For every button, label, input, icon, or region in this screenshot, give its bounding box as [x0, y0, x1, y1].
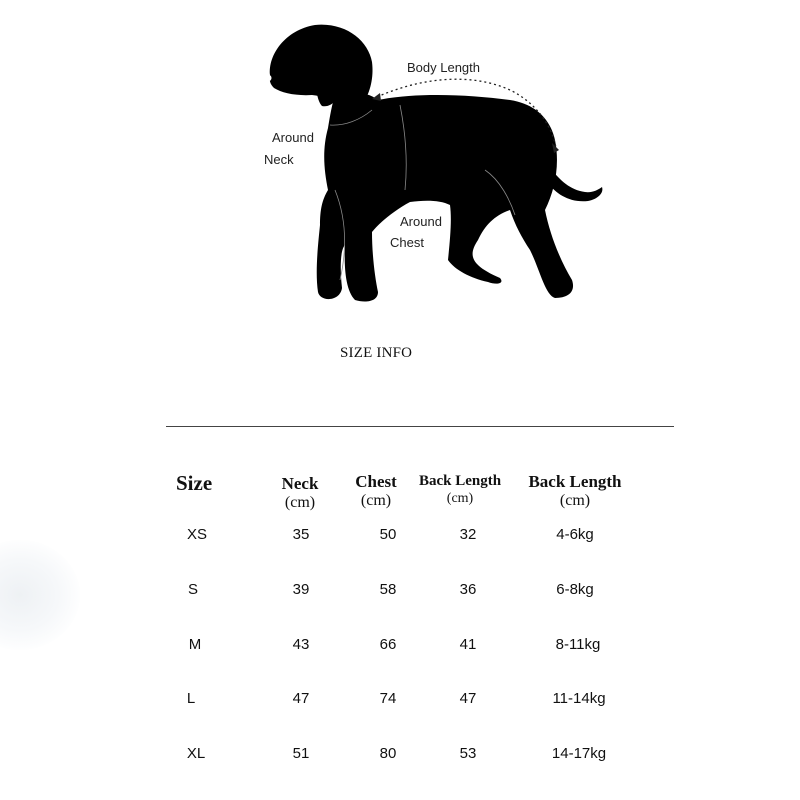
cell-weight: 8-11kg	[555, 636, 601, 653]
header-weight	[520, 472, 630, 510]
divider	[166, 426, 674, 427]
cell-back-length: 47	[459, 690, 477, 707]
dog-nose	[267, 75, 272, 81]
cell-weight: 4-6kg	[556, 526, 594, 543]
background-smudge	[0, 540, 80, 650]
header-chest-label: Chest	[355, 472, 397, 491]
cell-size: M	[188, 636, 202, 653]
cell-neck: 51	[292, 745, 310, 762]
header-neck	[270, 474, 330, 512]
around-chest-label-line1: Around	[400, 214, 442, 229]
around-neck-label-line1: Around	[272, 130, 314, 145]
dog-silhouette-icon	[0, 0, 800, 320]
cell-size: S	[187, 581, 198, 598]
cell-back-length: 53	[459, 745, 477, 762]
cell-size: XL	[186, 745, 206, 762]
header-back-length-unit: (cm)	[446, 491, 474, 506]
cell-back-length: 36	[459, 581, 477, 598]
header-chest-unit: (cm)	[360, 492, 392, 509]
cell-size: XS	[186, 526, 207, 543]
header-chest	[346, 472, 406, 510]
cell-back-length: 32	[459, 526, 477, 543]
page-title: SIZE INFO	[340, 345, 413, 361]
cell-chest: 66	[379, 636, 397, 653]
cell-back-length: 41	[459, 636, 477, 653]
header-weight-unit: (cm)	[559, 492, 591, 509]
around-neck-label-line2: Neck	[264, 152, 294, 167]
cell-weight: 14-17kg	[551, 745, 607, 762]
header-neck-unit: (cm)	[284, 494, 316, 511]
cell-chest: 74	[379, 690, 397, 707]
cell-chest: 50	[379, 526, 397, 543]
body-length-label: Body Length	[407, 60, 481, 75]
around-chest-label-line2: Chest	[390, 235, 424, 250]
cell-weight: 11-14kg	[552, 690, 606, 707]
header-size	[176, 471, 213, 495]
header-back-length	[410, 472, 510, 507]
cell-neck: 35	[292, 526, 310, 543]
cell-chest: 80	[379, 745, 397, 762]
cell-neck: 47	[292, 690, 310, 707]
cell-neck: 43	[292, 636, 310, 653]
header-back-length-label: Back Length	[418, 473, 502, 489]
cell-size: L	[186, 690, 196, 707]
cell-neck: 39	[292, 581, 310, 598]
cell-weight: 6-8kg	[556, 581, 594, 598]
header-weight-label: Back Length	[528, 472, 622, 491]
header-size-label: Size	[176, 471, 213, 495]
cell-chest: 58	[379, 581, 397, 598]
header-neck-label: Neck	[281, 474, 319, 493]
